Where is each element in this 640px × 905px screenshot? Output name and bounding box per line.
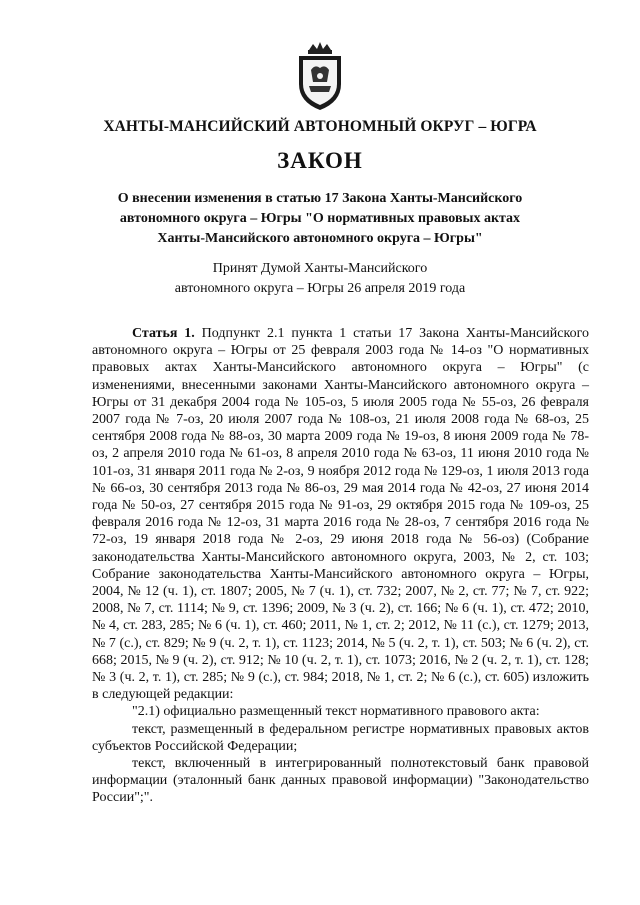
adoption-line: автономного округа – Югры 26 апреля 2019 года — [174, 281, 466, 296]
document-type-title: ЗАКОН — [277, 148, 363, 173]
law-subtitle — [100, 189, 540, 249]
subtitle-line: Ханты-Мансийского автономного округа – Югры" — [157, 231, 483, 246]
article-paragraph: текст, включенный в интегрированный полнотекстовый банк правовой информации (эталонный банк данных правовой информации) "Законодательство России";". — [92, 756, 589, 806]
adoption-line: Принят Думой Ханты-Мансийского — [212, 261, 428, 276]
article-paragraph — [92, 325, 589, 703]
article-label: Статья 1. — [132, 326, 195, 341]
article-paragraph: "2.1) официально размещенный текст нормативного правового акта: — [132, 704, 540, 720]
region-name: ХАНТЫ-МАНСИЙСКИЙ АВТОНОМНЫЙ ОКРУГ – ЮГРА — [103, 118, 537, 135]
subtitle-line: О внесении изменения в статью 17 Закона Ханты-Мансийского — [117, 191, 523, 206]
coat-of-arms-icon — [291, 40, 349, 112]
subtitle-line: автономного округа – Югры "О нормативных правовых актах — [119, 211, 521, 226]
article-paragraph: текст, размещенный в федеральном регистре нормативных правовых актов субъектов Российской Федерации; — [92, 721, 589, 754]
article-text: Подпункт 2.1 пункта 1 статьи 17 Закона Ханты-Мансийского автономного округа – Югры от 25 февраля 2003 года № 14-оз "О нормативных правовых актах Ханты-Мансийского автономного округа – Югры" (с изменениями, внесенными законами Ханты-Мансийского автономного округа – Югры от 31 декабря 2004 года № 105-оз, 5 июля 2005 года № 55-оз, 26 февраля 2007 года № 7-оз, 20 июля 2007 года № 108-оз, 21 июля 2008 года № 68-оз, 25 сентября 2008 года № 88-оз, 30 марта 2009 года № 19-оз, 8 июня 2009 года № 78-оз, 2 апреля 2010 года № 61-оз, 8 апреля 2010 года № 63-оз, 11 июня 2010 года № 101-оз, 31 января 2011 года № 2-оз, 9 ноября 2012 года № 129-оз, 1 июля 2013 года № 66-оз, 30 сентября 2013 года № 86-оз, 29 мая 2014 года № 42-оз, 27 июня 2014 года № 50-оз, 27 сентября 2015 года № 91-оз, 29 октября 2015 года № 109-оз, 25 февраля 2016 года № 12-оз, 31 марта 2016 года № 28-оз, 7 сентября 2016 года № 72-оз, 19 января 2018 года № 2-оз, 29 июня 2018 года № 56-оз) (Собрание законодательства Ханты-Мансийского автономного округа, 2003, № 2, ст. 103; Собрание законодательства Ханты-Мансийского автономного округа – Югры, 2004, № 12 (ч. 1), ст. 1807; 2005, № 7 (ч. 1), ст. 732; 2007, № 2, ст. 77; № 7, ст. 922; 2008, № 7, ст. 1114; № 9, ст. 1396; 2009, № 3 (ч. 2), ст. 166; № 6 (ч. 1), ст. 472; 2010, № 4, ст. 283, 285; № 6 (ч. 1), ст. 460; 2011, № 1, ст. 2; 2012, № 11 (с.), ст. 1279; 2013, № 7 (с.), ст. 829; № 9 (ч. 2, т. 1), ст. 1123; 2014, № 5 (ч. 2, т. 1), ст. 503; № 6 (ч. 2), ст. 668; 2015, № 9 (ч. 2), ст. 912; № 10 (ч. 2, т. 1), ст. 1073; 2016, № 2 (ч. 2, т. 1), ст. 128; № 3 (ч. 2, т. 1), ст. 285; № 9 (с.), ст. 984; 2018, № 1, ст. 2; № 6 (с.), ст. 605) изложить в следующей редакции: — [92, 326, 589, 703]
adoption-note — [140, 259, 500, 299]
article-body — [92, 325, 589, 807]
